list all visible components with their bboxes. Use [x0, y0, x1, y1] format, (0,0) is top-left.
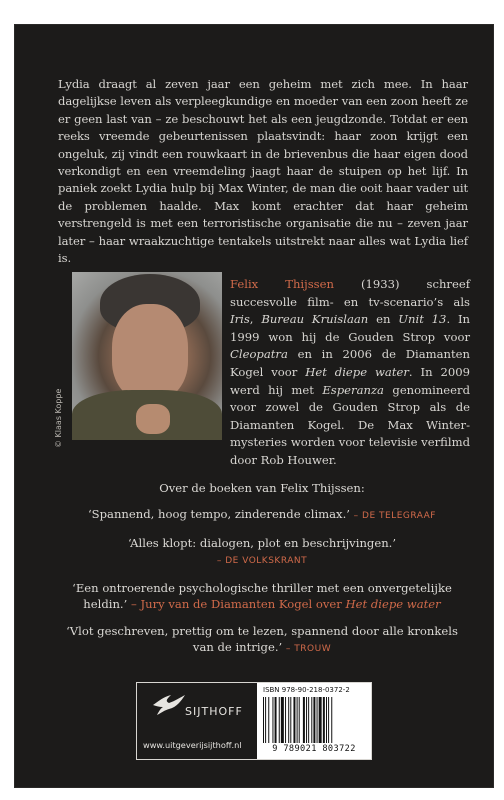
blurb-text: Lydia draagt al zeven jaar een geheim met zich mee. In haar dagelijkse leven als verpleegkundige en moeder van een zoon heeft ze er geen last van – ze beschouwt het als een jeugdzonde. Totdat er een reeks vreemde gebeurtenissen plaatsvindt: haar zoon krijgt een ongeluk, zij vindt een rouwkaart in de brievenbus die haar eigen dood verkondigt en een vreemdeling jaagt haar de stuipen op het lijf. In paniek zoekt Lydia hulp bij Max Winter, de man die ooit haar vader uit de problemen haalde. Max komt erachter dat haar geheim verstrengeld is met een terroristische organisatie die nu – zeven jaar later – haar wraakzuchtige tentakels uitstrekt naar alles wat Lydia lief is. — [58, 77, 468, 266]
quote-text: ‘Alles klopt: dialogen, plot en beschrijvingen.’ — [127, 536, 397, 550]
quote-text: ‘Vlot geschreven, prettig om te lezen, spannend door alle kronkels van de intrige.’ — [66, 624, 458, 654]
barcode-bar — [288, 697, 289, 743]
photo-credit: © Klaas Koppe — [54, 388, 63, 448]
barcode-bar — [263, 697, 264, 743]
photo-face — [112, 304, 188, 400]
quote-item — [60, 535, 464, 569]
bio-text: , — [249, 312, 262, 327]
publisher-logo — [137, 683, 257, 737]
bio-title: Het diepe water — [305, 364, 409, 379]
author-bio — [230, 276, 470, 470]
bio-title: Bureau Kruislaan — [261, 312, 369, 327]
isbn-label: ISBN 978-90-218-0372-2 — [263, 686, 350, 694]
quote-source: – DE VOLKSKRANT — [216, 556, 308, 566]
publisher-barcode-box — [136, 682, 372, 760]
barcode-bar — [281, 697, 284, 743]
bio-title: Esperanza — [322, 382, 384, 397]
bio-title: Unit 13 — [398, 312, 447, 327]
publisher-name: SIJTHOFF — [185, 705, 243, 718]
bio-title: Iris — [230, 312, 250, 327]
photo-hand — [136, 404, 170, 434]
barcode-bar — [311, 697, 312, 743]
barcode-bar — [293, 697, 295, 743]
quote-item — [60, 623, 464, 657]
barcode-bar — [265, 697, 266, 743]
quote-source: – DE TELEGRAAF — [353, 511, 436, 521]
barcode-bar — [299, 697, 300, 743]
quote-text: ‘Een ontroerende psychologische thriller met een onvergetelijke heldin.’ — [72, 581, 452, 611]
barcode-bar — [328, 697, 329, 743]
barcode-bar — [285, 697, 286, 743]
quote-item — [60, 506, 464, 524]
bio-text: en — [368, 312, 399, 327]
bio-text: . In 2009 werd hij met — [230, 364, 470, 397]
bio-text: en in 2006 de Diamanten Kogel voor — [230, 347, 470, 379]
barcode-bars — [263, 697, 365, 743]
barcode-bar — [297, 697, 298, 743]
barcode-bar — [306, 697, 307, 743]
ean-number: 9 789021 803722 — [272, 744, 356, 754]
author-name: Felix Thijssen — [230, 277, 334, 291]
barcode-bar — [331, 697, 332, 743]
barcode-bar — [317, 697, 318, 743]
barcode-bar — [268, 697, 269, 743]
barcode-bar — [326, 697, 327, 743]
barcode-bar — [272, 697, 273, 743]
publisher-url: www.uitgeverijsijthoff.nl — [143, 740, 242, 750]
barcode-bar — [313, 697, 315, 743]
quote-text: ‘Spannend, hoog tempo, zinderende climax.’ — [88, 507, 350, 521]
barcode-bar — [323, 697, 325, 743]
barcode-bar — [303, 697, 305, 743]
bio-title: Cleopatra — [230, 347, 288, 362]
quotes-intro: Over de boeken van Felix Thijssen: — [159, 481, 365, 495]
barcode-bar — [308, 697, 309, 743]
bio-text: . In 1999 won hij de Gouden Strop voor — [230, 312, 471, 344]
barcode-bar — [290, 697, 291, 743]
barcode-bar — [319, 697, 322, 743]
barcode-bar — [275, 697, 277, 743]
barcode-bar — [279, 697, 280, 743]
quote-item — [60, 580, 464, 612]
review-quotes — [60, 480, 464, 668]
bio-text: (1933) schreef succesvolle film- en tv-scenario’s als — [230, 277, 470, 309]
quote-source-title: Het diepe water — [345, 597, 441, 611]
bird-icon — [151, 691, 187, 717]
barcode-panel — [257, 683, 371, 759]
author-photo — [72, 272, 222, 440]
quote-source: – TROUW — [285, 644, 332, 654]
bio-text: genomineerd voor zowel de Gouden Strop als de Diamanten Kogel. De Max Winter-mysteries worden voor televisie verfilmd door Rob Houwer. — [230, 382, 470, 467]
quote-source: – Jury van de Diamanten Kogel over — [130, 597, 346, 611]
